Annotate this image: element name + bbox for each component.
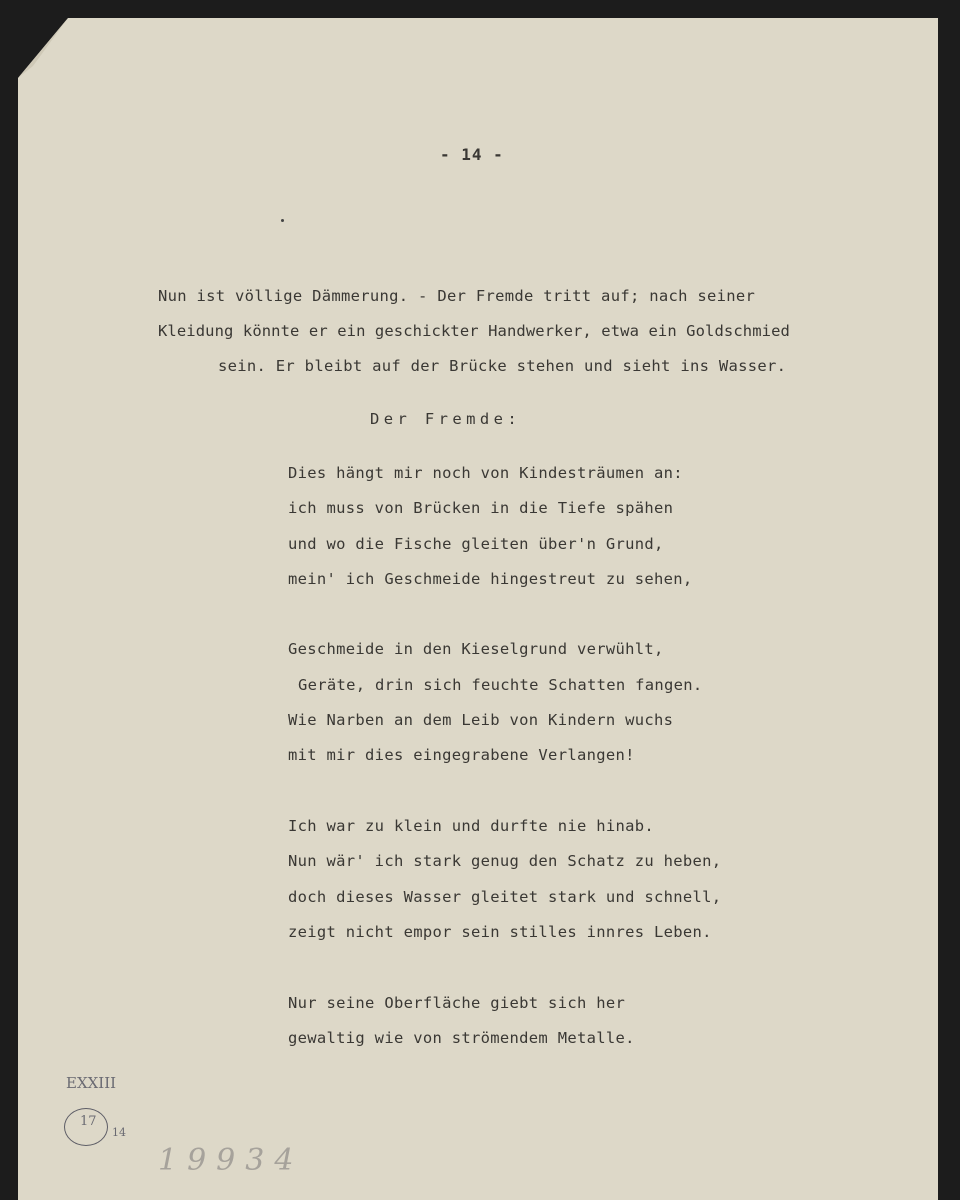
circled-number: 17 bbox=[80, 1114, 97, 1129]
verse-line: mit mir dies eingegrabene Verlangen! bbox=[288, 746, 635, 764]
verse-line: Wie Narben an dem Leib von Kindern wuchs bbox=[288, 711, 674, 729]
verse-line: doch dieses Wasser gleitet stark und schnell, bbox=[288, 888, 722, 906]
verse-line: Ich war zu klein und durfte nie hinab. bbox=[288, 817, 655, 835]
ink-speck bbox=[281, 219, 284, 222]
stage-direction-line-3: sein. Er bleibt auf der Brücke stehen und sieht ins Wasser. bbox=[218, 357, 787, 375]
verse-line: Geschmeide in den Kieselgrund verwühlt, bbox=[288, 640, 664, 658]
verse-line: Nun wär' ich stark genug den Schatz zu heben, bbox=[288, 852, 722, 870]
verse-line: gewaltig wie von strömendem Metalle. bbox=[288, 1029, 635, 1047]
verse-line: und wo die Fische gleiten über'n Grund, bbox=[288, 535, 664, 553]
speaker-name: Der Fremde: bbox=[370, 410, 522, 428]
verse-line: ich muss von Brücken in die Tiefe spähen bbox=[288, 499, 674, 517]
page-number: - 14 - bbox=[440, 145, 504, 164]
stage-direction-line-1: Nun ist völlige Dämmerung. - Der Fremde tritt auf; nach seiner bbox=[158, 287, 756, 305]
archive-mark: EXXIII bbox=[66, 1074, 117, 1092]
catalog-number: 19934 bbox=[158, 1143, 304, 1178]
verse-line: zeigt nicht empor sein stilles innres Leben. bbox=[288, 923, 712, 941]
verse-line: mein' ich Geschmeide hingestreut zu sehen, bbox=[288, 570, 693, 588]
sheet-number: 14 bbox=[112, 1126, 126, 1139]
typewritten-page bbox=[18, 18, 938, 1200]
verse-line: Dies hängt mir noch von Kindesträumen an: bbox=[288, 464, 683, 482]
stage-direction-line-2: Kleidung könnte er ein geschickter Handwerker, etwa ein Goldschmied bbox=[158, 322, 790, 340]
verse-line: Geräte, drin sich feuchte Schatten fangen. bbox=[298, 676, 703, 694]
verse-line: Nur seine Oberfläche giebt sich her bbox=[288, 994, 626, 1012]
